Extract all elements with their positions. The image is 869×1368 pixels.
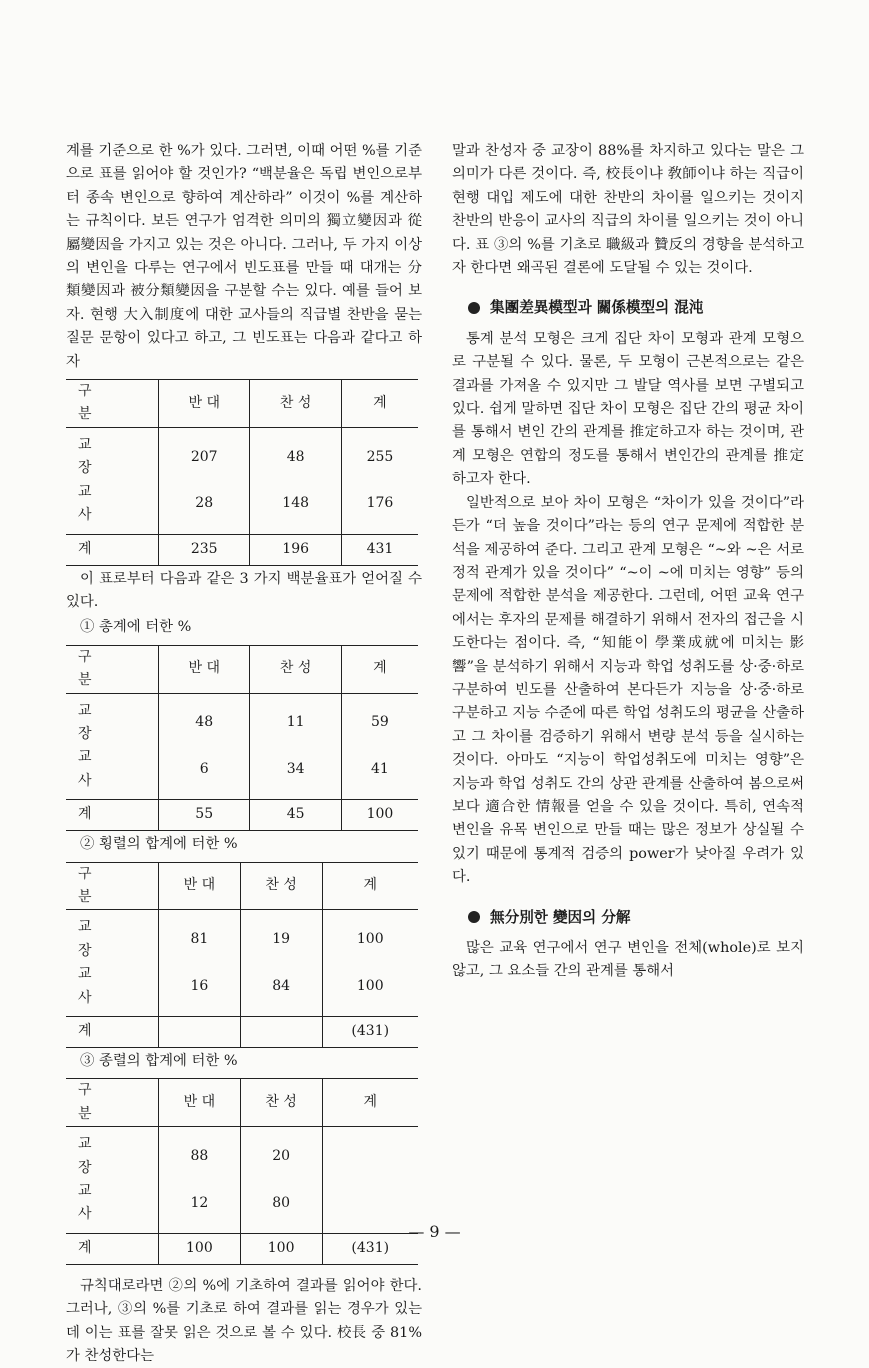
paragraph-2: 통계 분석 모형은 크게 집단 차이 모형과 관계 모형으로 구분될 수 있다. 물론, 두 모형이 근본적으로는 같은 결과를 가져올 수 있지만 그 발달 역사를 보면 구별되고 있다. 쉽게 말하면 집단 차이 모형은 집단 간의 평균 차이를 통해서 변인 간의 관계를 推定하고자 하는 것이며, 관계 모형은 연합의 정도를 통해서 변인간의 관계를 推定하고자 한다. <box>452 330 804 488</box>
row-label-cell: 교 장 <box>78 436 112 477</box>
value-cell: 55 <box>159 800 250 831</box>
table3-caption: ③ 종렬의 합계에 터한 % <box>80 1053 238 1069</box>
value-cell: 41 <box>341 746 418 799</box>
value-cell: 6 <box>159 746 250 799</box>
row-label-cell: 계 <box>66 534 159 565</box>
value-cell: 80 <box>240 1180 322 1233</box>
value-cell: 계 <box>322 862 418 910</box>
row-label-cell: 계 <box>66 800 159 831</box>
table-total-row <box>66 1017 418 1048</box>
row-label-cell: 구 분 <box>66 862 159 910</box>
value-cell: (431) <box>322 1233 418 1264</box>
value-cell: 12 <box>159 1180 241 1233</box>
value-cell <box>159 1017 241 1048</box>
value-cell: 88 <box>159 1127 241 1180</box>
table-row <box>66 910 418 963</box>
outro-paragraph: 규칙대로라면 ②의 %에 기초하여 결과를 읽어야 한다. 그러나, ③의 %를 기초로 하여 결과를 읽는 경우가 있는데 이는 표를 잘못 읽은 것으로 볼 수 있다. 校長 중 81%가 찬성한다는 <box>66 1277 422 1365</box>
value-cell: 11 <box>250 693 341 746</box>
value-cell: 19 <box>240 910 322 963</box>
value-cell: 20 <box>240 1127 322 1180</box>
row-label-cell: 계 <box>66 1017 159 1048</box>
section-heading-2 <box>452 906 804 929</box>
value-cell: 235 <box>159 534 250 565</box>
left-column <box>66 140 422 1368</box>
bullet-icon <box>468 302 480 314</box>
value-cell: 계 <box>322 1079 418 1127</box>
row-label-cell: 구 분 <box>66 645 159 693</box>
value-cell: 찬 성 <box>250 645 341 693</box>
value-cell: 81 <box>159 910 241 963</box>
bullet-icon <box>468 911 480 923</box>
value-cell: 100 <box>322 963 418 1016</box>
section-heading-1 <box>452 296 804 319</box>
value-cell: 계 <box>341 645 418 693</box>
value-cell: 59 <box>341 693 418 746</box>
row-label-cell: 교 사 <box>78 483 112 524</box>
table-row <box>66 427 418 480</box>
right-column <box>452 140 804 984</box>
value-cell: 28 <box>159 481 250 534</box>
percent-table-row <box>66 862 418 1048</box>
row-label-cell: 교 장 <box>78 919 112 959</box>
frequency-table <box>66 379 418 565</box>
paragraph-1: 말과 찬성자 중 교장이 88%를 차지하고 있다는 말은 그 의미가 다른 것이다. 즉, 校長이냐 敎師이냐 하는 직급이 현행 대입 제도에 대한 찬반의 차이를 일으키는 것이지 찬반의 반응이 교사의 직급의 차이를 일으키는 것이 아니다. 표 ③의 %를 기초로 職級과 贊反의 경향을 분석하고자 한다면 왜곡된 결론에 도달될 수 있는 것이다. <box>452 143 804 277</box>
table-header-row <box>66 380 418 428</box>
value-cell: 45 <box>250 800 341 831</box>
value-cell: 찬 성 <box>240 1079 322 1127</box>
table-row <box>66 963 418 1016</box>
value-cell: 48 <box>159 693 250 746</box>
value-cell: 반 대 <box>159 380 250 428</box>
row-label-cell: 구 분 <box>66 1079 159 1127</box>
percent-table-total <box>66 645 418 831</box>
row-label-cell: 교 사 <box>78 749 112 789</box>
row-label-cell: 구 분 <box>66 380 159 428</box>
value-cell: 반 대 <box>159 862 241 910</box>
value-cell: 100 <box>240 1233 322 1264</box>
row-label-cell: 교 사 <box>78 1183 112 1223</box>
paragraph-3: 일반적으로 보아 차이 모형은 “차이가 있을 것이다”라든가 “더 높을 것이다”라는 등의 연구 문제에 적합한 분석을 제공하여 준다. 그리고 관계 모형은 “~와 ~은 서로 정적 관계가 있을 것이다” “~이 ~에 미치는 영향” 등의 문제에 적합한 분석을 제공한다. 그런데, 어떤 교육 연구에서는 후자의 문제를 해결하기 위해서 전자의 접근을 시도한다는 점이다. 즉, “知能이 學業成就에 미치는 影響”을 분석하기 위해서 지능과 학업 성취도를 상·중·하로 구분하여 빈도를 산출하여 본다든가 지능을 상·중·하로 구분하고 지능 수준에 따른 학업 성취도의 평균을 산출하고 그 차이를 검증하기 위해서 변량 분석 등을 실시하는 것이다. 아마도 “지능이 학업성취도에 미치는 영향”은 지능과 학업 성취도 간의 상관 관계를 산출하여 봄으로써 보다 適合한 情報를 얻을 수 있을 것이다. 특히, 연속적 변인을 유목 변인으로 만들 때는 많은 정보가 상실될 수 있기 때문에 통계적 검증의 power가 낮아질 우려가 있다. <box>452 494 804 886</box>
table2-caption: ② 횡렬의 합계에 터한 % <box>80 836 238 853</box>
mid-paragraph: 이 표로부터 다음과 같은 3 가지 백분율표가 얻어질 수 있다. <box>66 570 422 610</box>
value-cell: 48 <box>250 427 341 480</box>
value-cell: 148 <box>250 481 341 534</box>
table-row <box>66 693 418 746</box>
section-heading-2-text: 無分別한 變因의 分解 <box>490 908 631 926</box>
paragraph-4: 많은 교육 연구에서 연구 변인을 전체(whole)로 보지 않고, 그 요소들 간의 관계를 통해서 <box>452 940 804 980</box>
value-cell: 반 대 <box>159 645 250 693</box>
page-number: — 9 — <box>408 1222 461 1241</box>
value-cell: 207 <box>159 427 250 480</box>
table-row <box>66 481 418 534</box>
table1-caption: ① 총계에 터한 % <box>80 619 192 636</box>
value-cell: 찬 성 <box>240 862 322 910</box>
table-header-row <box>66 645 418 693</box>
value-cell <box>322 1127 418 1180</box>
value-cell: 반 대 <box>159 1079 241 1127</box>
value-cell: 34 <box>250 746 341 799</box>
value-cell: 100 <box>341 800 418 831</box>
table-total-row <box>66 534 418 565</box>
row-label-cell: 교 사 <box>78 966 112 1006</box>
row-label-cell: 계 <box>66 1233 159 1264</box>
value-cell: (431) <box>322 1017 418 1048</box>
table-row <box>66 746 418 799</box>
value-cell: 계 <box>341 380 418 428</box>
table-header-row <box>66 1079 418 1127</box>
value-cell: 176 <box>341 481 418 534</box>
value-cell: 255 <box>341 427 418 480</box>
value-cell: 100 <box>159 1233 241 1264</box>
value-cell: 찬 성 <box>250 380 341 428</box>
table-total-row <box>66 800 418 831</box>
intro-paragraph: 계를 기준으로 한 %가 있다. 그러면, 이때 어떤 %를 기준으로 표를 읽어야 할 것인가? “백분율은 독립 변인으로부터 종속 변인으로 향하여 계산하라” 이것이 %를 계산하는 규칙이다. 보든 연구가 엄격한 의미의 獨立變因과 從屬變因을 가지고 있는 것은 아니다. 그러나, 두 가지 이상의 변인을 다루는 연구에서 빈도표를 만들 때 대개는 分類變因과 被分類變因을 구분할 수는 있다. 예를 들어 보자. 현행 大入制度에 대한 교사들의 직급별 찬반을 묻는 질문 문항이 있다고 하고, 그 빈도표는 다음과 같다고 하자 <box>66 143 422 370</box>
value-cell <box>240 1017 322 1048</box>
table-row <box>66 1127 418 1180</box>
table-header-row <box>66 862 418 910</box>
value-cell: 84 <box>240 963 322 1016</box>
value-cell: 431 <box>341 534 418 565</box>
value-cell: 16 <box>159 963 241 1016</box>
row-label-cell: 교 장 <box>78 1136 112 1176</box>
row-label-cell: 교 장 <box>78 702 112 742</box>
value-cell: 100 <box>322 910 418 963</box>
value-cell: 196 <box>250 534 341 565</box>
section-heading-1-text: 集團差異模型과 關係模型의 混沌 <box>490 299 704 317</box>
